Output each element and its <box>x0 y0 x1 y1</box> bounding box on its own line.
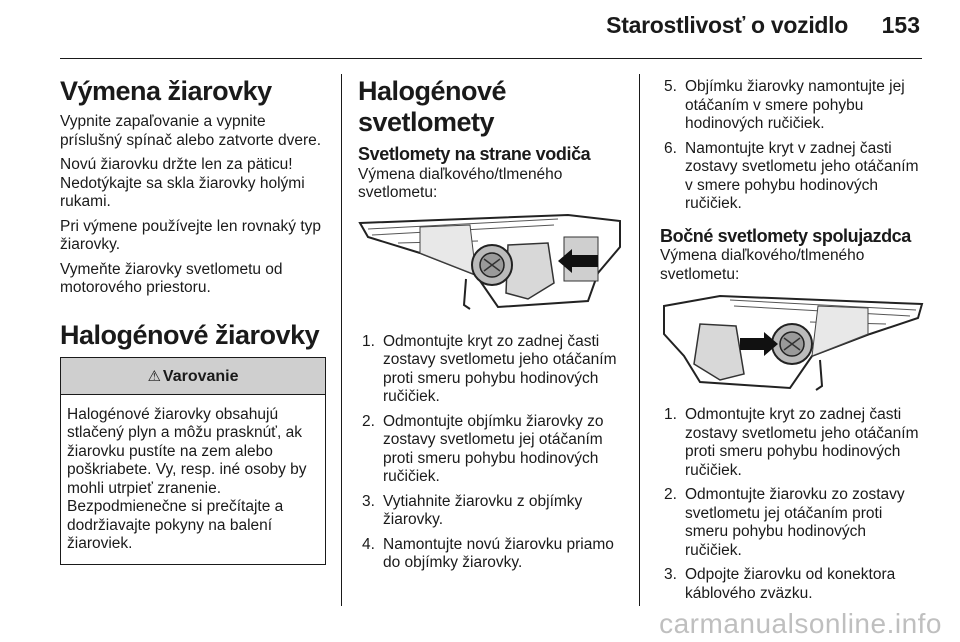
headlamp-illustration-passenger <box>660 294 924 394</box>
warning-box <box>60 357 326 565</box>
warning-triangle-icon: ⚠ <box>147 367 161 385</box>
column-divider-2 <box>639 74 640 606</box>
warning-title: Varovanie <box>162 367 239 385</box>
intro-text: Výmena diaľkového/tlmeného svetlometu: <box>358 165 563 202</box>
headlamp-illustration-driver <box>358 213 624 321</box>
column-2 <box>358 64 624 579</box>
column-1 <box>60 64 326 565</box>
steps-passenger <box>660 406 924 603</box>
list-item: 5. Objímku žiarovky namontujte jej otáčaním v smere pohybu hodinových ručičiek. <box>664 78 905 132</box>
list-item: 1. Odmontujte kryt zo zadnej časti zostavy svetlometu jeho otáčaním proti smeru pohybu hodinových ručičiek. <box>664 406 919 479</box>
subheading-driver-side: Svetlomety na strane vodiča <box>358 144 591 165</box>
subheading-passenger-side: Bočné svetlomety spolujazdca <box>660 225 911 246</box>
watermark-text: carmanualsonline.info <box>659 608 942 639</box>
intro-text: Výmena diaľkového/tlmeného svetlometu: <box>660 247 865 283</box>
header-divider <box>60 58 922 59</box>
list-item: 4. Namontujte novú žiarovku priamo do objímky žiarovky. <box>362 535 614 572</box>
page-number: 153 <box>881 12 920 38</box>
paragraph: Novú žiarovku držte len za päticu! Nedotýkajte sa skla žiarovky holými rukami. <box>60 156 305 211</box>
section-heading-halogen-headlamps: Halogénové svetlomety <box>358 76 507 138</box>
steps-driver-continued <box>660 78 924 214</box>
paragraph: Vymeňte žiarovky svetlometu od motorového priestoru. <box>60 260 283 297</box>
list-item: 2. Odmontujte objímku žiarovky zo zostavy svetlometu jej otáčaním proti smeru pohybu hodinových ručičiek. <box>362 412 604 486</box>
paragraph: Pri výmene používejte len rovnaký typ žiarovky. <box>60 217 322 254</box>
steps-driver <box>358 333 624 573</box>
list-item: 6. Namontujte kryt v zadnej časti zostavy svetlometu jeho otáčaním v smere pohybu hodinových ručičiek. <box>664 139 919 212</box>
warning-text: Halogénové žiarovky obsahujú stlačený plyn a môžu prasknúť, ak žiarovku pustíte na zem alebo poškriabete. Vy, resp. iné osoby by mohli utrpieť zranenie. Bezpodmienečne si prečítajte a dodržiavajte pokyny na balení žiaroviek. <box>67 405 307 553</box>
column-divider-1 <box>341 74 342 606</box>
list-item: 1. Odmontujte kryt zo zadnej časti zostavy svetlometu jeho otáčaním proti smeru pohybu hodinových ručičiek. <box>362 332 617 406</box>
paragraph: Vypnite zapaľovanie a vypnite príslušný spínač alebo zatvorte dvere. <box>60 113 322 149</box>
list-item: 3. Vytiahnite žiarovku z objímky žiarovky. <box>362 492 583 529</box>
section-heading-halogen-bulbs: Halogénové žiarovky <box>60 319 320 350</box>
warning-header <box>61 358 325 395</box>
column-3 <box>660 64 924 609</box>
list-item: 3. Odpojte žiarovku od konektora káblového zväzku. <box>664 566 896 602</box>
page-header-title: Starostlivosť o vozidlo <box>606 12 848 38</box>
list-item: 2. Odmontujte žiarovku zo zostavy svetlometu jej otáčaním proti smeru pohybu hodinových ručičiek. <box>664 486 905 559</box>
section-heading-bulb-replacement: Výmena žiarovky <box>60 76 272 106</box>
